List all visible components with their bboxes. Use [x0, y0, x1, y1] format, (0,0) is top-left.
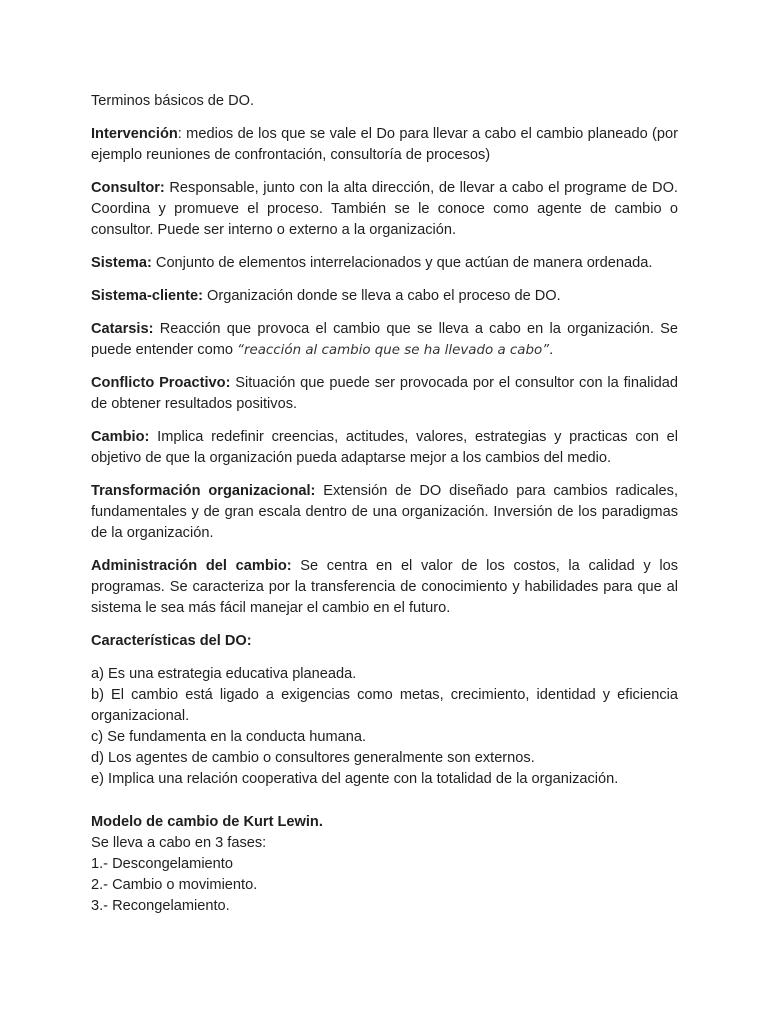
characteristics-list	[91, 664, 678, 790]
term-definition: Reacción que provoca el cambio que se lleva a cabo en la organización. Se puede entender como	[91, 321, 678, 358]
term-sistema-cliente	[91, 286, 678, 307]
term-quote-end: .	[549, 342, 554, 358]
term-label: Consultor:	[91, 180, 165, 196]
term-label: Administración del cambio:	[91, 558, 292, 574]
list-item: e) Implica una relación cooperativa del agente con la totalidad de la organización.	[91, 771, 619, 787]
term-label: Catarsis:	[91, 321, 154, 337]
term-label: Sistema:	[91, 255, 152, 271]
term-sistema	[91, 253, 678, 274]
term-quote: “reacción al cambio que se ha llevado a cabo”	[237, 343, 550, 358]
model-heading: Modelo de cambio de Kurt Lewin.	[91, 814, 323, 830]
term-catarsis	[91, 319, 678, 361]
term-cambio	[91, 427, 678, 469]
term-definition: Situación que puede ser provocada por el consultor con la finalidad de obtener resultados positivos.	[91, 375, 678, 412]
term-separator: :	[177, 126, 182, 142]
phase-item: 1.- Descongelamiento	[91, 856, 233, 872]
term-intervencion	[91, 124, 678, 166]
term-definition: Extensión de DO diseñado para cambios radicales, fundamentales y de gran escala dentro de una organización. Inversión de los paradigmas de la organización.	[91, 483, 679, 541]
model-intro: Se lleva a cabo en 3 fases:	[91, 835, 267, 851]
term-definition: Responsable, junto con la alta dirección, de llevar a cabo el programe de DO. Coordina y promueve el proceso. También se le conoce como agente de cambio o consultor. Puede ser interno o externo a la organización.	[91, 180, 678, 238]
phase-item: 2.- Cambio o movimiento.	[91, 877, 258, 893]
term-label: Conflicto Proactivo:	[91, 375, 231, 391]
term-transformacion-organizacional	[91, 481, 678, 544]
term-administracion-del-cambio	[91, 556, 678, 619]
term-definition: Conjunto de elementos interrelacionados y que actúan de manera ordenada.	[151, 255, 653, 271]
term-conflicto-proactivo	[91, 373, 678, 415]
characteristics-heading: Características del DO:	[91, 633, 252, 649]
term-definition: Organización donde se lleva a cabo el proceso de DO.	[202, 288, 561, 304]
lewin-model-section	[91, 812, 678, 917]
term-consultor	[91, 178, 678, 241]
list-item: d) Los agentes de cambio o consultores generalmente son externos.	[91, 750, 535, 766]
term-label: Cambio:	[91, 429, 150, 445]
term-label: Sistema-cliente:	[91, 288, 203, 304]
term-definition: Implica redefinir creencias, actitudes, valores, estrategias y practicas con el objetivo de que la organización pueda adaptarse mejor a los cambios del medio.	[91, 429, 678, 466]
phase-item: 3.- Recongelamiento.	[91, 898, 230, 914]
list-item: c) Se fundamenta en la conducta humana.	[91, 729, 367, 745]
term-definition: medios de los que se vale el Do para llevar a cabo el cambio planeado (por ejemplo reuniones de confrontación, consultoría de procesos)	[91, 126, 678, 163]
list-item: b) El cambio está ligado a exigencias como metas, crecimiento, identidad y eficiencia organizacional.	[91, 687, 678, 724]
term-label: Intervención	[91, 126, 178, 142]
list-item: a) Es una estrategia educativa planeada.	[91, 666, 357, 682]
term-definition: Se centra en el valor de los costos, la calidad y los programas. Se caracteriza por la transferencia de conocimiento y habilidades para que al sistema le sea más fácil manejar el cambio en el futuro.	[91, 558, 678, 616]
term-label: Transformación organizacional:	[91, 483, 316, 499]
document-title: Terminos básicos de DO.	[91, 93, 255, 109]
